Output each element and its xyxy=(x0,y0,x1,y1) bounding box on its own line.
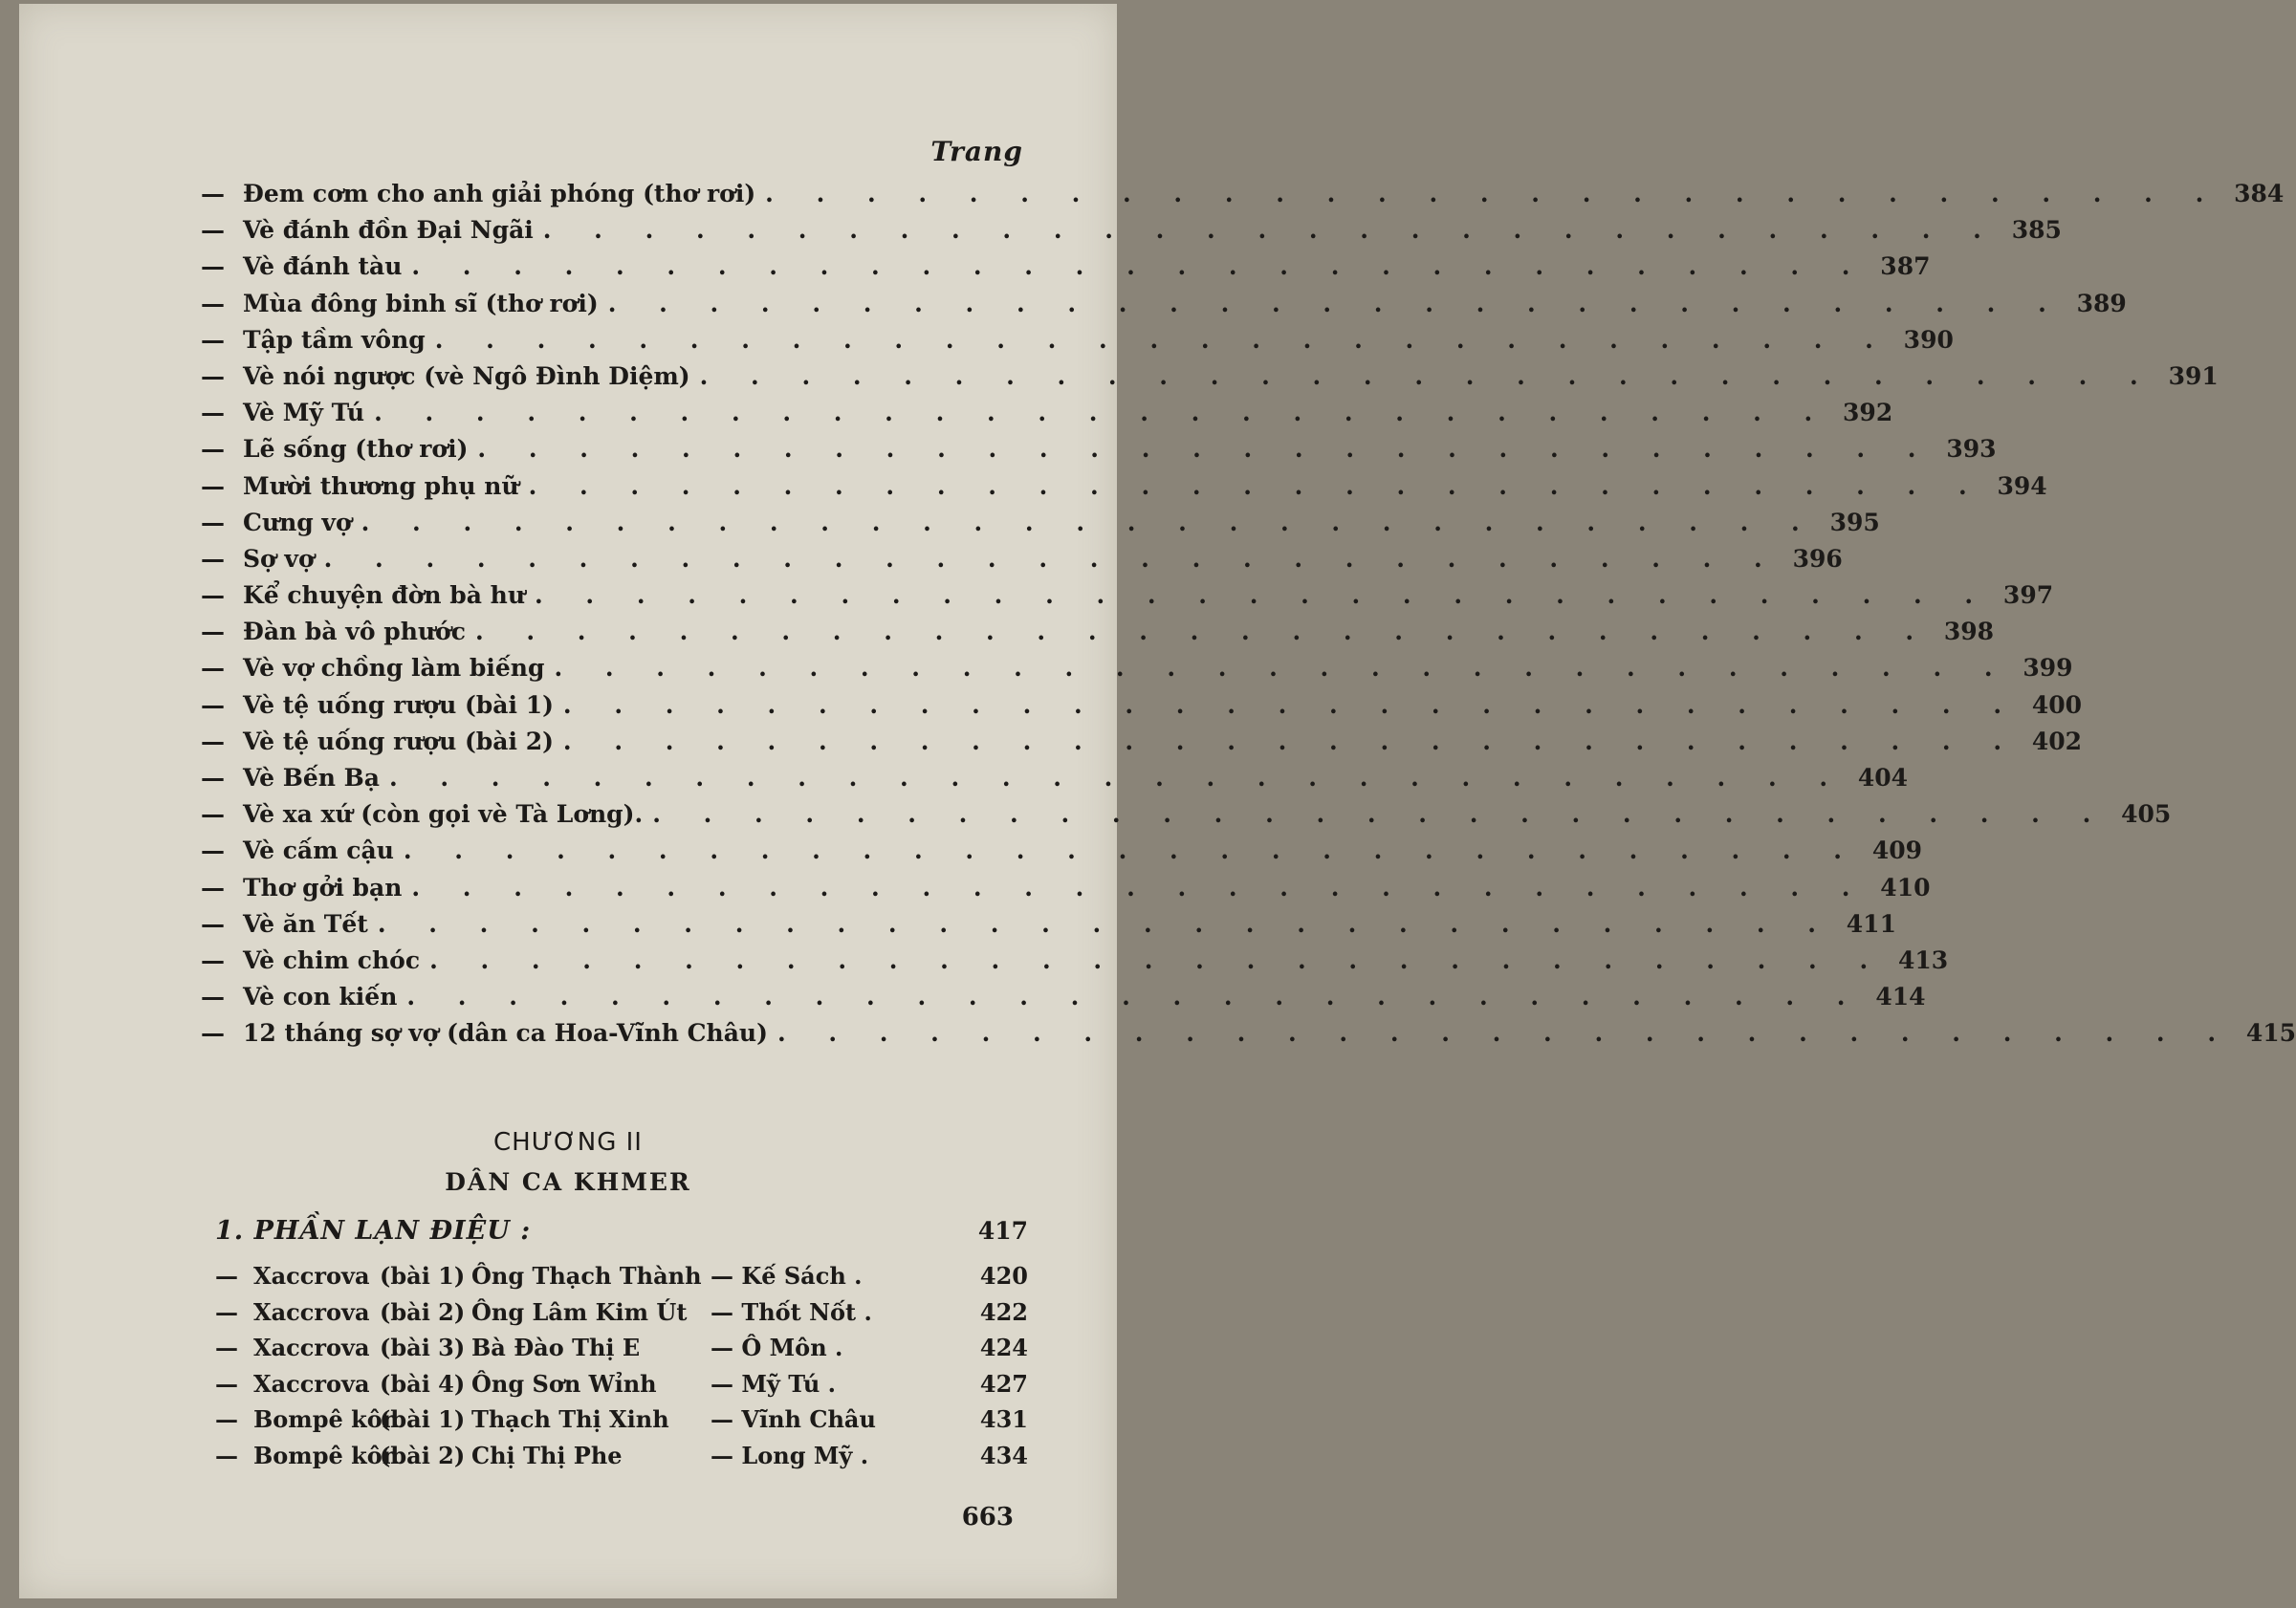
toc-dash: — xyxy=(201,873,225,902)
khmer-song-row xyxy=(215,1334,1028,1370)
toc-title: Đàn bà vô phước xyxy=(243,618,466,646)
toc-page-number: 390 xyxy=(1903,325,1954,354)
toc-dash: — xyxy=(201,764,225,792)
khmer-singer: Ông Sơn Wỉnh xyxy=(471,1369,657,1398)
toc-leader-dots: . . . . . . . . . . . . . . . . . . . . . . . . . . . . . xyxy=(562,690,2020,719)
toc-title: Vè con kiến xyxy=(243,983,398,1011)
toc-dash: — xyxy=(201,508,225,536)
khmer-song-list xyxy=(215,1262,1028,1478)
toc-page-number: 413 xyxy=(1897,945,1949,974)
toc-row xyxy=(201,508,1880,545)
toc-page-number: 399 xyxy=(2023,654,2073,683)
khmer-place: — Ô Môn . xyxy=(711,1334,843,1362)
toc-page-number: 393 xyxy=(1946,435,1997,464)
toc-dash: — xyxy=(201,581,225,610)
khmer-singer: Thạch Thị Xinh xyxy=(471,1405,669,1434)
toc-page-number: 402 xyxy=(2031,727,2083,755)
toc-page-number: 392 xyxy=(1843,399,1893,427)
khmer-dash: — xyxy=(215,1405,238,1434)
toc-title: Vè tệ uống rượu (bài 1) xyxy=(243,690,554,719)
toc-row xyxy=(201,399,1893,435)
khmer-song-row xyxy=(215,1262,1028,1298)
khmer-song-row xyxy=(215,1370,1028,1406)
toc-leader-dots: . . . . . . . . . . . . . . . . . . . . . . . . . . . . . xyxy=(411,873,1868,902)
toc-leader-dots: . . . . . . . . . . . . . . . . . . . . . . . . . . . . . xyxy=(474,618,1932,646)
chapter-number: CHƯƠNG II xyxy=(493,1128,643,1157)
toc-row xyxy=(201,361,2219,399)
toc-row xyxy=(201,690,2083,728)
khmer-singer: Bà Đào Thị E xyxy=(471,1334,641,1362)
khmer-song-part: (bài 1) xyxy=(380,1405,466,1434)
section-heading xyxy=(215,1216,1028,1246)
toc-leader-dots: . . . . . . . . . . . . . . . . . . . . . . . . . . . . . xyxy=(406,983,1863,1011)
khmer-place: — Long Mỹ . xyxy=(711,1441,869,1469)
toc-row xyxy=(201,945,1949,983)
toc-row xyxy=(201,252,1931,289)
khmer-dash: — xyxy=(215,1334,238,1362)
toc-page-number: 414 xyxy=(1875,983,1926,1011)
toc-leader-dots: . . . . . . . . . . . . . . . . . . . . . . . . . . . . . xyxy=(403,837,1859,865)
toc-title: Đem cơm cho anh giải phóng (thơ rơi) xyxy=(243,180,756,207)
toc-row xyxy=(201,1019,2296,1055)
khmer-place: — Thốt Nốt . xyxy=(711,1297,872,1326)
toc-title: Mười thương phụ nữ xyxy=(243,471,519,500)
toc-page-number: 400 xyxy=(2031,690,2083,719)
toc-dash: — xyxy=(201,654,225,683)
toc-row xyxy=(201,909,1896,946)
toc-title: 12 tháng sợ vợ (dân ca Hoa-Vĩnh Châu) xyxy=(243,1019,768,1048)
khmer-song-title: Bompê kôn xyxy=(253,1405,400,1434)
toc-dash: — xyxy=(201,945,225,974)
toc-dash: — xyxy=(201,252,225,281)
toc-row xyxy=(201,654,2073,690)
toc-leader-dots: . . . . . . . . . . . . . . . . . . . . . . . . . . . . . xyxy=(388,764,1846,792)
toc-title: Vè Bến Bạ xyxy=(243,764,380,792)
toc-title: Vè tệ uống rượu (bài 2) xyxy=(243,727,554,755)
khmer-dash: — xyxy=(215,1262,238,1290)
toc-dash: — xyxy=(201,471,225,500)
page-folio-number: 663 xyxy=(961,1503,1014,1532)
khmer-song-part: (bài 2) xyxy=(380,1441,466,1469)
toc-list xyxy=(201,180,2296,1056)
khmer-song-title: Xaccrova xyxy=(253,1334,370,1362)
khmer-song-row xyxy=(215,1405,1028,1442)
toc-title: Vè xa xứ (còn gọi vè Tà Lơng). xyxy=(243,800,644,829)
toc-leader-dots: . . . . . . . . . . . . . . . . . . . . . . . . . . . . . xyxy=(652,800,2109,829)
toc-leader-dots: . . . . . . . . . . . . . . . . . . . . . . . . . . . . . xyxy=(554,654,2010,683)
toc-dash: — xyxy=(201,361,225,390)
khmer-dash: — xyxy=(215,1441,238,1469)
toc-dash: — xyxy=(201,837,225,865)
toc-row xyxy=(201,435,1997,471)
toc-row xyxy=(201,873,1931,910)
toc-leader-dots: . . . . . . . . . . . . . . . . . . . . . . . . . . . . . xyxy=(429,945,1886,974)
toc-dash: — xyxy=(201,1019,225,1048)
toc-page-number: 395 xyxy=(1829,508,1880,536)
toc-leader-dots: . . . . . . . . . . . . . . . . . . . . . . . . . . . . . xyxy=(528,471,1984,500)
toc-row xyxy=(201,216,2062,252)
section-page-number: 417 xyxy=(977,1217,1028,1245)
toc-leader-dots: . . . . . . . . . . . . . . . . . . . . . . . . . . . . . xyxy=(374,399,1830,427)
toc-dash: — xyxy=(201,727,225,755)
toc-title: Vè vợ chồng làm biếng xyxy=(243,654,545,683)
toc-dash: — xyxy=(201,325,225,354)
toc-title: Vè cấm cậu xyxy=(243,837,394,865)
toc-title: Lẽ sống (thơ rơi) xyxy=(243,435,469,464)
toc-leader-dots: . . . . . . . . . . . . . . . . . . . . . . . . . . . . . xyxy=(434,325,1891,354)
toc-title: Vè nói ngược (vè Ngô Đình Diệm) xyxy=(243,361,690,390)
toc-dash: — xyxy=(201,216,225,245)
khmer-singer: Ông Thạch Thành xyxy=(471,1262,702,1290)
toc-row xyxy=(201,325,1954,362)
toc-title: Tập tầm vông xyxy=(243,325,426,354)
toc-page-number: 384 xyxy=(2234,180,2285,207)
toc-title: Thơ gởi bạn xyxy=(243,873,403,902)
toc-leader-dots: . . . . . . . . . . . . . . . . . . . . . . . . . . . . . xyxy=(477,435,1934,464)
toc-page-number: 404 xyxy=(1857,764,1909,792)
toc-dash: — xyxy=(201,180,225,207)
toc-title: Vè Mỹ Tú xyxy=(243,399,365,427)
toc-leader-dots: . . . . . . . . . . . . . . . . . . . . . . . . . . . . . xyxy=(562,727,2020,755)
toc-page-number: 415 xyxy=(2245,1019,2296,1048)
khmer-song-title: Xaccrova xyxy=(253,1297,370,1326)
toc-row xyxy=(201,544,1843,581)
toc-leader-dots: . . . . . . . . . . . . . . . . . . . . . . . . . . . . . xyxy=(361,508,1817,536)
toc-page-number: 410 xyxy=(1880,873,1931,902)
khmer-page-number: 420 xyxy=(979,1262,1028,1290)
toc-dash: — xyxy=(201,544,225,573)
toc-leader-dots: . . . . . . . . . . . . . . . . . . . . . . . . . . . . . xyxy=(377,909,1833,938)
khmer-page-number: 434 xyxy=(979,1441,1028,1469)
khmer-singer: Chị Thị Phe xyxy=(471,1441,623,1469)
khmer-place: — Kế Sách . xyxy=(711,1262,863,1290)
toc-title: Vè đánh tàu xyxy=(243,252,403,281)
toc-row xyxy=(201,581,2054,618)
khmer-place: — Mỹ Tú . xyxy=(711,1369,837,1398)
toc-row xyxy=(201,289,2127,326)
toc-dash: — xyxy=(201,435,225,464)
khmer-song-part: (bài 3) xyxy=(380,1334,466,1362)
khmer-page-number: 427 xyxy=(979,1369,1028,1398)
toc-leader-dots: . . . . . . . . . . . . . . . . . . . . . . . . . . . . . xyxy=(542,216,1999,245)
toc-leader-dots: . . . . . . . . . . . . . . . . . . . . . . . . . . . . . xyxy=(323,544,1780,573)
toc-page-number: 394 xyxy=(1997,471,2047,500)
toc-title: Sợ vợ xyxy=(243,544,315,573)
toc-dash: — xyxy=(201,618,225,646)
khmer-song-row xyxy=(215,1442,1028,1478)
toc-title: Vè chim chóc xyxy=(243,945,421,974)
toc-page-number: 389 xyxy=(2076,289,2127,317)
khmer-song-title: Bompê kôn xyxy=(253,1441,400,1469)
toc-leader-dots: . . . . . . . . . . . . . . . . . . . . . . . . . . . . . xyxy=(776,1019,2234,1048)
toc-dash: — xyxy=(201,983,225,1011)
khmer-song-title: Xaccrova xyxy=(253,1369,370,1398)
khmer-song-part: (bài 4) xyxy=(380,1369,466,1398)
khmer-dash: — xyxy=(215,1369,238,1398)
toc-title: Vè đánh đồn Đại Ngãi xyxy=(243,216,534,245)
toc-row xyxy=(201,180,2285,216)
khmer-place: — Vĩnh Châu xyxy=(711,1405,876,1434)
khmer-page-number: 422 xyxy=(979,1297,1028,1326)
toc-page-number: 391 xyxy=(2168,361,2219,390)
toc-page-number: 385 xyxy=(2011,216,2062,245)
toc-leader-dots: . . . . . . . . . . . . . . . . . . . . . . . . . . . . . xyxy=(607,289,2064,317)
khmer-dash: — xyxy=(215,1297,238,1326)
toc-page-number: 405 xyxy=(2121,800,2172,829)
khmer-song-part: (bài 2) xyxy=(380,1297,466,1326)
toc-page-number: 397 xyxy=(2002,581,2054,610)
toc-title: Vè ăn Tết xyxy=(243,909,368,938)
toc-leader-dots: . . . . . . . . . . . . . . . . . . . . . . . . . . . . . xyxy=(699,361,2155,390)
toc-leader-dots: . . . . . . . . . . . . . . . . . . . . . . . . . . . . . xyxy=(765,180,2221,207)
toc-row xyxy=(201,800,2172,837)
toc-title: Mùa đông binh sĩ (thơ rơi) xyxy=(243,289,599,317)
toc-leader-dots: . . . . . . . . . . . . . . . . . . . . . . . . . . . . . xyxy=(411,252,1868,281)
toc-page-number: 396 xyxy=(1792,544,1843,573)
toc-page-number: 387 xyxy=(1880,252,1931,281)
toc-title: Cưng vợ xyxy=(243,508,352,536)
toc-row xyxy=(201,471,2047,509)
khmer-song-title: Xaccrova xyxy=(253,1262,370,1290)
toc-row xyxy=(201,618,1995,654)
chapter-title: DÂN CA KHMER xyxy=(445,1168,691,1196)
toc-row xyxy=(201,727,2083,764)
khmer-page-number: 431 xyxy=(979,1405,1028,1434)
toc-dash: — xyxy=(201,690,225,719)
toc-dash: — xyxy=(201,399,225,427)
toc-row xyxy=(201,837,1922,873)
book-page xyxy=(19,4,2296,1598)
toc-leader-dots: . . . . . . . . . . . . . . . . . . . . . . . . . . . . . xyxy=(535,581,1991,610)
toc-page-number: 398 xyxy=(1943,618,1995,646)
khmer-song-row xyxy=(215,1298,1028,1335)
khmer-singer: Ông Lâm Kim Út xyxy=(471,1297,688,1326)
toc-dash: — xyxy=(201,909,225,938)
toc-page-number: 409 xyxy=(1871,837,1922,865)
page-column-header: Trang xyxy=(930,136,1023,167)
toc-row xyxy=(201,983,1926,1019)
khmer-song-part: (bài 1) xyxy=(380,1262,466,1290)
toc-page-number: 411 xyxy=(1846,909,1896,938)
toc-row xyxy=(201,764,1909,800)
section-title: 1. PHẦN LẠN ĐIỆU : xyxy=(215,1216,532,1246)
toc-dash: — xyxy=(201,289,225,317)
khmer-page-number: 424 xyxy=(979,1334,1028,1362)
toc-dash: — xyxy=(201,800,225,829)
toc-title: Kể chuyện đờn bà hư xyxy=(243,581,525,610)
